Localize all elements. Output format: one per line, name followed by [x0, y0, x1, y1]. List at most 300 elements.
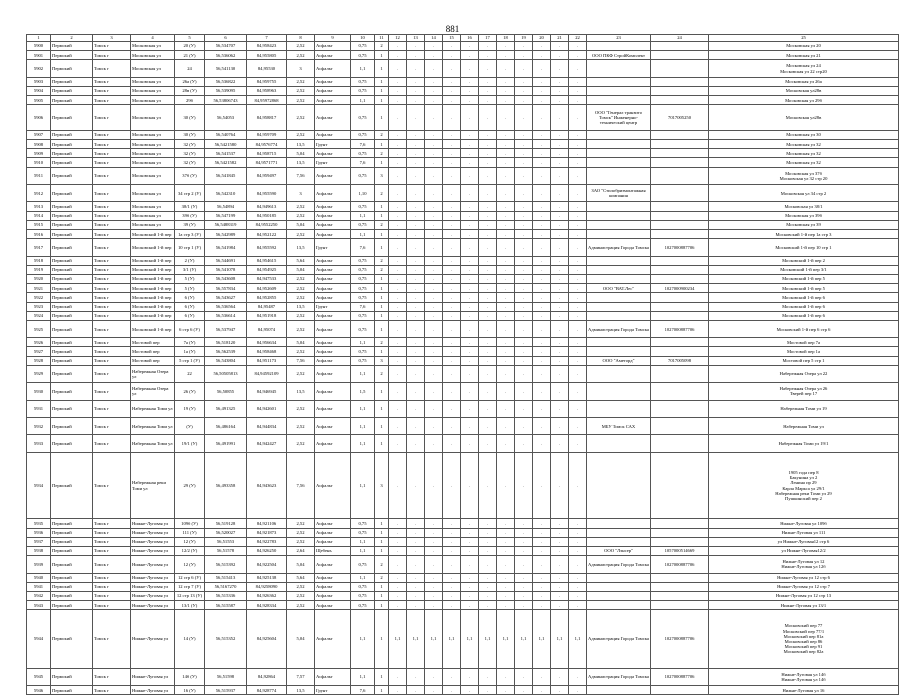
col-21: . [533, 320, 551, 337]
col-21: . [533, 528, 551, 537]
container-volume: 0,75 [351, 130, 375, 139]
surface-type: Асфальт [315, 149, 351, 158]
col-13: . [389, 77, 407, 86]
col-15: . [425, 582, 443, 591]
col-16: . [443, 383, 461, 400]
street: Нижне-Луговая ул [131, 546, 175, 555]
col-19: . [497, 311, 515, 320]
city: Томск г [93, 211, 131, 220]
street: Московский 1-й пер [131, 311, 175, 320]
col-16: . [443, 86, 461, 95]
col-18: . [479, 556, 497, 573]
col-21: . [533, 256, 551, 265]
region: Пермский [51, 582, 93, 591]
col-23: . [569, 284, 587, 293]
city: Томск г [93, 311, 131, 320]
organization [587, 167, 651, 184]
col-20: . [515, 230, 533, 239]
house-number: 7а (У) [175, 338, 205, 347]
latitude: 56,536062 [205, 51, 247, 60]
column-header-row [27, 35, 899, 42]
house-number: 6 (У) [175, 302, 205, 311]
col-13: . [389, 686, 407, 695]
col-16: . [443, 546, 461, 555]
longitude: 84,928774 [247, 686, 287, 695]
col-14: . [407, 239, 425, 256]
col-16: . [443, 274, 461, 283]
col-21: . [533, 293, 551, 302]
organization [587, 211, 651, 220]
served-addresses: ул Нижне-Луговая12/2 [709, 546, 899, 555]
region: Пермский [51, 601, 93, 610]
area: 2,64 [287, 546, 315, 555]
col-15: . [425, 167, 443, 184]
col-15: . [425, 130, 443, 139]
served-addresses: Московская ул 32 [709, 140, 899, 149]
col-20: . [515, 77, 533, 86]
house-number: 29 (У) [175, 452, 205, 519]
column-header: 12 [389, 35, 407, 42]
ogrn: 1027000887706 [651, 668, 709, 685]
table-row [27, 293, 899, 302]
city: Томск г [93, 149, 131, 158]
col-14: . [407, 686, 425, 695]
row-id: 5931 [27, 400, 51, 417]
city: Томск г [93, 400, 131, 417]
col-18: . [479, 274, 497, 283]
col-23: . [569, 347, 587, 356]
region: Пермский [51, 356, 93, 365]
organization [587, 77, 651, 86]
container-count: 1 [375, 158, 389, 167]
col-13: . [389, 60, 407, 77]
house-number: 32 (У) [175, 158, 205, 167]
container-count: 1 [375, 537, 389, 546]
served-addresses: Нижне-Луговая ул 12 стр 6 [709, 573, 899, 582]
col-22: . [551, 86, 569, 95]
col-15: . [425, 311, 443, 320]
col-16: . [443, 365, 461, 382]
col-22: . [551, 556, 569, 573]
container-volume: 0,75 [351, 591, 375, 600]
row-id: 5907 [27, 130, 51, 139]
container-volume: 0,75 [351, 356, 375, 365]
col-22: . [551, 202, 569, 211]
row-id: 5903 [27, 77, 51, 86]
col-23: . [569, 202, 587, 211]
organization: ООО "ВАТ.Лес" [587, 284, 651, 293]
ogrn [651, 167, 709, 184]
col-23: . [569, 51, 587, 60]
row-id: 5925 [27, 320, 51, 337]
house-number: 1а стр 3 (У) [175, 230, 205, 239]
area: 2,52 [287, 400, 315, 417]
ogrn: 1027000887706 [651, 610, 709, 668]
ogrn: 1027000887706 [651, 239, 709, 256]
row-id: 5901 [27, 51, 51, 60]
row-id: 5915 [27, 220, 51, 229]
ogrn [651, 686, 709, 695]
col-14: . [407, 311, 425, 320]
house-number: 2 (У) [175, 256, 205, 265]
col-21: . [533, 418, 551, 435]
latitude: 56,515392 [205, 556, 247, 573]
street: Московская ул [131, 42, 175, 51]
row-id: 5943 [27, 601, 51, 610]
city: Томск г [93, 86, 131, 95]
longitude: 84,958817 [247, 105, 287, 131]
col-17: . [461, 546, 479, 555]
street: Московский 1-й пер [131, 265, 175, 274]
table-row [27, 167, 899, 184]
col-21: . [533, 185, 551, 202]
col-20: . [515, 582, 533, 591]
ogrn [651, 211, 709, 220]
table-row [27, 51, 899, 60]
organization [587, 302, 651, 311]
region: Пермский [51, 51, 93, 60]
surface-type: Асфальт [315, 220, 351, 229]
area: 5,04 [287, 338, 315, 347]
surface-type: Асфальт [315, 320, 351, 337]
surface-type: Асфальт [315, 51, 351, 60]
container-count: 1 [375, 211, 389, 220]
col-20: . [515, 42, 533, 51]
col-14: . [407, 356, 425, 365]
served-addresses: Московский 1-й пер 5 [709, 274, 899, 283]
house-number: 5 (У) [175, 284, 205, 293]
col-13: . [389, 140, 407, 149]
table-row [27, 528, 899, 537]
latitude: 56,520027 [205, 528, 247, 537]
col-23: . [569, 256, 587, 265]
area: 2,52 [287, 86, 315, 95]
surface-type: Асфальт [315, 365, 351, 382]
surface-type: Асфальт [315, 582, 351, 591]
longitude: 84,95972868 [247, 96, 287, 105]
street: Набережная Томи ул [131, 435, 175, 452]
ogrn [651, 365, 709, 382]
longitude: 84,926250 [247, 546, 287, 555]
street: Нижне-Луговая ул [131, 556, 175, 573]
table-row [27, 96, 899, 105]
col-18: . [479, 356, 497, 365]
house-number: 6 стр 6 (У) [175, 320, 205, 337]
col-16: . [443, 42, 461, 51]
col-16: . [443, 556, 461, 573]
col-20: . [515, 418, 533, 435]
surface-type: Асфальт [315, 167, 351, 184]
latitude: 56,519128 [205, 519, 247, 528]
house-number: 32 (У) [175, 149, 205, 158]
region: Пермский [51, 418, 93, 435]
served-addresses: Московский 1-й пер 3/1 [709, 265, 899, 274]
latitude: 56,541078 [205, 265, 247, 274]
container-volume: 7,6 [351, 686, 375, 695]
city: Томск г [93, 265, 131, 274]
col-14: . [407, 77, 425, 86]
col-22: . [551, 149, 569, 158]
region: Пермский [51, 211, 93, 220]
col-22: . [551, 230, 569, 239]
table-row [27, 537, 899, 546]
col-13: . [389, 284, 407, 293]
col-18: . [479, 311, 497, 320]
region: Пермский [51, 239, 93, 256]
organization [587, 140, 651, 149]
col-15: . [425, 140, 443, 149]
row-id: 5916 [27, 230, 51, 239]
col-22: . [551, 668, 569, 685]
latitude: 56,537947 [205, 320, 247, 337]
col-15: . [425, 537, 443, 546]
col-17: . [461, 591, 479, 600]
street: Нижне-Луговая ул [131, 668, 175, 685]
city: Томск г [93, 452, 131, 519]
served-addresses: Набережная Томи ул 19/1 [709, 435, 899, 452]
col-18: . [479, 256, 497, 265]
ogrn [651, 591, 709, 600]
col-13: 1,1 [389, 610, 407, 668]
container-volume: 1,5 [351, 383, 375, 400]
col-14: . [407, 274, 425, 283]
container-count: 2 [375, 338, 389, 347]
col-15: . [425, 320, 443, 337]
col-19: . [497, 601, 515, 610]
col-17: . [461, 220, 479, 229]
city: Томск г [93, 158, 131, 167]
area: 3 [287, 185, 315, 202]
ogrn [651, 256, 709, 265]
ogrn [651, 519, 709, 528]
column-header: 24 [651, 35, 709, 42]
col-15: . [425, 274, 443, 283]
region: Пермский [51, 130, 93, 139]
col-23: . [569, 230, 587, 239]
col-17: . [461, 211, 479, 220]
ogrn [651, 435, 709, 452]
col-18: . [479, 284, 497, 293]
col-15: . [425, 573, 443, 582]
latitude: 56,543804 [205, 356, 247, 365]
table-row [27, 610, 899, 668]
column-header: 25 [709, 35, 899, 42]
col-13: . [389, 365, 407, 382]
area: 2,52 [287, 418, 315, 435]
col-20: . [515, 158, 533, 167]
col-16: . [443, 452, 461, 519]
col-18: . [479, 130, 497, 139]
col-15: . [425, 556, 443, 573]
house-number: 5 стр 1 (У) [175, 356, 205, 365]
col-21: . [533, 435, 551, 452]
row-id: 5933 [27, 435, 51, 452]
row-id: 5932 [27, 418, 51, 435]
col-17: . [461, 185, 479, 202]
area: 5,04 [287, 556, 315, 573]
col-15: 1,1 [425, 610, 443, 668]
col-15: . [425, 77, 443, 86]
ogrn [651, 51, 709, 60]
col-17: . [461, 519, 479, 528]
organization [587, 130, 651, 139]
col-20: . [515, 293, 533, 302]
col-16: . [443, 51, 461, 60]
col-23: . [569, 185, 587, 202]
col-16: . [443, 77, 461, 86]
region: Пермский [51, 230, 93, 239]
latitude: 56,536822 [205, 77, 247, 86]
served-addresses: Московский 1-й пер 6 [709, 293, 899, 302]
col-17: . [461, 284, 479, 293]
organization: ООО ПКФ СтройКомплект [587, 51, 651, 60]
col-19: . [497, 274, 515, 283]
area: 2,52 [287, 51, 315, 60]
col-14: . [407, 284, 425, 293]
table-row [27, 320, 899, 337]
container-count: 1 [375, 302, 389, 311]
col-16: . [443, 591, 461, 600]
served-addresses: Московская ул 24 Московская ул 22 стр20 [709, 60, 899, 77]
house-number: 12 стр 6 (У) [175, 573, 205, 582]
container-volume: 7,6 [351, 140, 375, 149]
col-21: . [533, 274, 551, 283]
col-19: . [497, 51, 515, 60]
col-22: . [551, 220, 569, 229]
house-number: 28в (У) [175, 86, 205, 95]
col-18: . [479, 582, 497, 591]
table-row [27, 418, 899, 435]
container-count: 1 [375, 51, 389, 60]
col-14: . [407, 211, 425, 220]
col-20: . [515, 265, 533, 274]
longitude: 84,9571771 [247, 158, 287, 167]
container-volume: 0,75 [351, 284, 375, 293]
ogrn: 1027000900234 [651, 284, 709, 293]
house-number: 12 стр 13 (У) [175, 591, 205, 600]
col-18: . [479, 528, 497, 537]
col-13: . [389, 338, 407, 347]
col-21: . [533, 96, 551, 105]
street: Мостовой пер [131, 338, 175, 347]
region: Пермский [51, 220, 93, 229]
col-14: 1,1 [407, 610, 425, 668]
organization [587, 149, 651, 158]
latitude: 56,5421580 [205, 140, 247, 149]
table-row [27, 140, 899, 149]
street: Нижне-Луговая ул [131, 519, 175, 528]
served-addresses: Набережная Томи ул [709, 418, 899, 435]
col-19: . [497, 140, 515, 149]
col-19: . [497, 265, 515, 274]
col-21: . [533, 77, 551, 86]
latitude: 56,541845 [205, 167, 247, 184]
col-23: 1,1 [569, 610, 587, 668]
col-15: . [425, 519, 443, 528]
longitude: 84,954615 [247, 256, 287, 265]
house-number: 24 [175, 60, 205, 77]
table-row [27, 220, 899, 229]
region: Пермский [51, 591, 93, 600]
column-header: 8 [287, 35, 315, 42]
col-13: . [389, 293, 407, 302]
col-20: . [515, 130, 533, 139]
area: 13,5 [287, 140, 315, 149]
container-count: 3 [375, 452, 389, 519]
latitude: 56,557834 [205, 284, 247, 293]
organization [587, 265, 651, 274]
street: Набережная реки Томи ул [131, 452, 175, 519]
col-23: . [569, 149, 587, 158]
surface-type: Асфальт [315, 610, 351, 668]
column-header: 18 [497, 35, 515, 42]
served-addresses: Московская ул 30 [709, 130, 899, 139]
col-16: . [443, 284, 461, 293]
served-addresses: Московская ул 21 [709, 51, 899, 60]
col-16: . [443, 130, 461, 139]
col-23: . [569, 400, 587, 417]
city: Томск г [93, 347, 131, 356]
street: Московская ул [131, 158, 175, 167]
col-15: . [425, 293, 443, 302]
col-14: . [407, 293, 425, 302]
house-number: 37б (У) [175, 167, 205, 184]
table-row [27, 105, 899, 131]
house-number: 14 (У) [175, 610, 205, 668]
col-15: . [425, 158, 443, 167]
row-id: 5902 [27, 60, 51, 77]
col-23: . [569, 265, 587, 274]
col-21: . [533, 202, 551, 211]
col-18: . [479, 105, 497, 131]
ogrn [651, 311, 709, 320]
column-header: 20 [533, 35, 551, 42]
col-22: . [551, 601, 569, 610]
column-header: 21 [551, 35, 569, 42]
container-volume: 0,75 [351, 105, 375, 131]
area: 7,57 [287, 668, 315, 685]
col-22: . [551, 311, 569, 320]
organization [587, 537, 651, 546]
col-22: . [551, 265, 569, 274]
col-14: . [407, 256, 425, 265]
table-row [27, 60, 899, 77]
ogrn [651, 202, 709, 211]
container-count: 1 [375, 519, 389, 528]
col-20: . [515, 51, 533, 60]
col-19: . [497, 519, 515, 528]
col-23: . [569, 239, 587, 256]
col-19: . [497, 167, 515, 184]
area: 2,52 [287, 601, 315, 610]
container-count: 1 [375, 668, 389, 685]
col-15: . [425, 185, 443, 202]
longitude: 84,94592109 [247, 365, 287, 382]
served-addresses: Московский 1-й пер 5 [709, 284, 899, 293]
col-23: . [569, 293, 587, 302]
col-16: . [443, 293, 461, 302]
surface-type: Асфальт [315, 293, 351, 302]
col-14: . [407, 668, 425, 685]
container-count: 1 [375, 140, 389, 149]
house-number: 16 (У) [175, 686, 205, 695]
col-17: . [461, 158, 479, 167]
row-id: 5945 [27, 668, 51, 685]
latitude: 56,543608 [205, 274, 247, 283]
street: Московская ул [131, 167, 175, 184]
area: 2,52 [287, 435, 315, 452]
col-22: . [551, 96, 569, 105]
